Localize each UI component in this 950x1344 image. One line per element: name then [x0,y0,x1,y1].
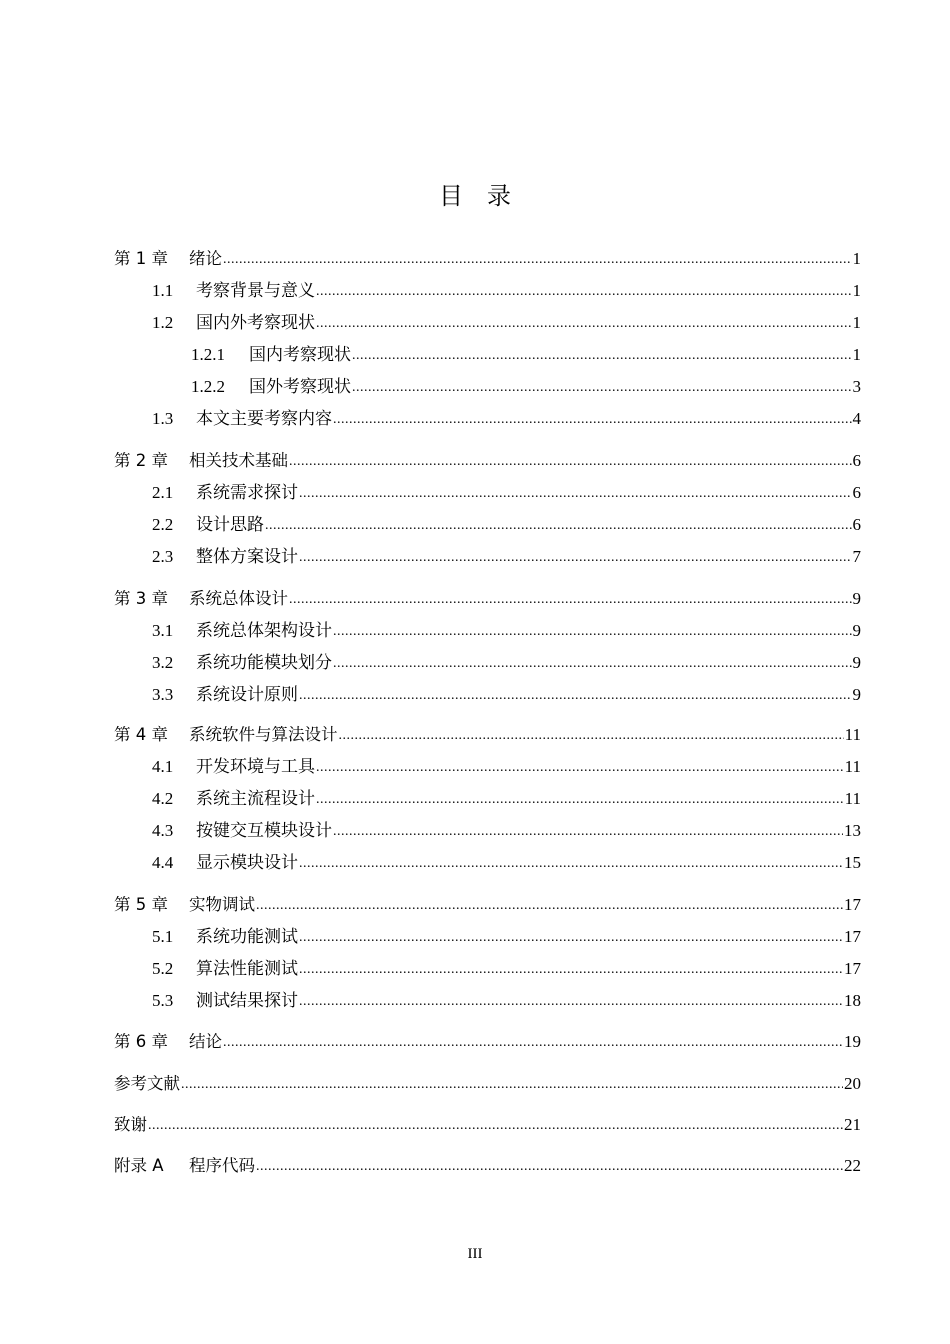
toc-dot-leader [223,1033,843,1053]
toc-entry[interactable] [114,924,861,948]
toc-entry-page: 1 [852,345,861,364]
toc-dot-leader [333,822,843,842]
toc-entry-page: 13 [844,821,861,840]
toc-entry-title: 显示模块设计 [196,853,298,872]
toc-entry-page: 7 [852,547,861,566]
page-title: 目 录 [439,182,511,210]
toc-entry-title: 开发环境与工具 [196,757,315,776]
toc-entry-page: 11 [844,725,861,744]
toc-entry-page: 1 [852,281,861,300]
toc-entry-title: 测试结果探讨 [196,991,298,1010]
toc-entry[interactable] [114,1153,861,1177]
toc-dot-leader [352,346,852,366]
toc-entry[interactable] [114,278,861,302]
toc-entry[interactable] [114,310,861,334]
toc-dot-leader [299,960,843,980]
toc-entry-title: 国外考察现状 [249,377,351,396]
toc-entry-number: 3.2 [152,653,174,672]
toc-entry-number: 附录 A [114,1156,164,1175]
toc-entry-title: 算法性能测试 [196,959,298,978]
toc-entry-number: 第 2 章 [114,451,168,470]
toc-entry[interactable] [114,1029,861,1053]
toc-entry[interactable] [114,754,861,778]
toc-entry-number: 4.4 [152,853,174,872]
toc-entry-page: 1 [852,313,861,332]
toc-entry-page: 3 [852,377,861,396]
toc-entry[interactable] [114,786,861,810]
toc-dot-leader [148,1116,843,1136]
toc-entry-number: 5.3 [152,991,174,1010]
toc-entry-page: 19 [844,1032,861,1051]
toc-entry-title: 系统软件与算法设计 [189,725,338,744]
toc-entry-page: 20 [844,1074,861,1093]
toc-entry-title: 绪论 [189,249,222,268]
toc-entry-page: 9 [852,685,861,704]
toc-entry[interactable] [114,406,861,430]
toc-entry-title: 参考文献 [114,1074,180,1093]
toc-entry[interactable] [114,544,861,568]
toc-entry-page: 6 [852,483,861,502]
toc-dot-leader [352,378,852,398]
toc-entry-page: 1 [852,249,861,268]
toc-dot-leader [316,790,844,810]
toc-entry-title: 系统功能模块划分 [196,653,332,672]
toc-entry-title: 程序代码 [189,1156,255,1175]
toc-entry-number: 5.2 [152,959,174,978]
toc-entry-number: 3.1 [152,621,174,640]
toc-entry-number: 1.2 [152,313,174,332]
toc-dot-leader [316,758,844,778]
toc-entry[interactable] [114,342,861,366]
toc-entry-title: 按键交互模块设计 [196,821,332,840]
toc-entry[interactable] [114,618,861,642]
toc-entry-number: 5.1 [152,927,174,946]
toc-entry[interactable] [114,512,861,536]
toc-dot-leader [265,516,852,536]
toc-dot-leader [316,314,852,334]
toc-dot-leader [299,928,843,948]
toc-dot-leader [316,282,852,302]
toc-entry[interactable] [114,850,861,874]
toc-dot-leader [333,654,852,674]
toc-entry-title: 系统功能测试 [196,927,298,946]
toc-entry-page: 11 [844,789,861,808]
toc-entry-number: 1.2.2 [191,377,225,396]
toc-entry-number: 第 1 章 [114,249,168,268]
toc-entry-number: 4.3 [152,821,174,840]
toc-entry-number: 第 4 章 [114,725,168,744]
toc-entry[interactable] [114,956,861,980]
toc-dot-leader [256,896,843,916]
toc-entry-title: 系统总体架构设计 [196,621,332,640]
toc-entry-page: 6 [852,515,861,534]
toc-entry-page: 18 [844,991,861,1010]
toc-dot-leader [299,992,843,1012]
toc-entry-title: 本文主要考察内容 [196,409,332,428]
toc-entry-number: 2.2 [152,515,174,534]
toc-entry-title: 结论 [189,1032,222,1051]
toc-entry-number: 4.1 [152,757,174,776]
toc-entry-number: 1.1 [152,281,174,300]
toc-entry[interactable] [114,892,861,916]
toc-entry[interactable] [114,722,861,746]
toc-entry-number: 第 5 章 [114,895,168,914]
toc-dot-leader [299,686,852,706]
toc-entry-page: 22 [844,1156,861,1175]
toc-entry-page: 21 [844,1115,861,1134]
toc-entry-title: 系统设计原则 [196,685,298,704]
toc-entry-title: 整体方案设计 [196,547,298,566]
toc-entry-number: 2.3 [152,547,174,566]
toc-entry[interactable] [114,246,861,270]
toc-dot-leader [299,854,843,874]
toc-entry-title: 实物调试 [189,895,255,914]
toc-entry[interactable] [114,448,861,472]
toc-entry-title: 设计思路 [196,515,264,534]
toc-entry-page: 11 [844,757,861,776]
toc-dot-leader [333,410,852,430]
toc-entry[interactable] [114,988,861,1012]
toc-dot-leader [289,590,852,610]
toc-entry[interactable] [114,650,861,674]
toc-entry-number: 3.3 [152,685,174,704]
toc-dot-leader [299,484,852,504]
toc-entry-number: 第 3 章 [114,589,168,608]
toc-entry-title: 国内外考察现状 [196,313,315,332]
toc-entry-title: 国内考察现状 [249,345,351,364]
toc-dot-leader [256,1157,843,1177]
toc-entry[interactable] [114,480,861,504]
toc-dot-leader [299,548,852,568]
toc-entry-page: 17 [844,895,861,914]
toc-entry[interactable] [114,818,861,842]
toc-entry-page: 17 [844,927,861,946]
toc-dot-leader [333,622,852,642]
toc-entry-page: 6 [852,451,861,470]
toc-entry-page: 9 [852,653,861,672]
toc-dot-leader [289,452,852,472]
toc-entry[interactable] [114,682,861,706]
toc-entry-number: 第 6 章 [114,1032,168,1051]
toc-dot-leader [339,726,844,746]
toc-dot-leader [181,1075,843,1095]
toc-entry-page: 17 [844,959,861,978]
toc-entry-title: 致谢 [114,1115,147,1134]
toc-entry-number: 1.3 [152,409,174,428]
toc-entry-number: 2.1 [152,483,174,502]
page-number-footer: III [467,1246,483,1262]
toc-entry-title: 考察背景与意义 [196,281,315,300]
toc-entry-page: 4 [852,409,861,428]
toc-dot-leader [223,250,852,270]
toc-entry[interactable] [114,374,861,398]
toc-entry-title: 系统主流程设计 [196,789,315,808]
toc-entry-number: 4.2 [152,789,174,808]
toc-entry-page: 9 [852,621,861,640]
toc-entry-number: 1.2.1 [191,345,225,364]
toc-entry[interactable] [114,586,861,610]
toc-entry-page: 15 [844,853,861,872]
toc-entry-title: 系统需求探讨 [196,483,298,502]
toc-entry[interactable] [114,1071,861,1095]
toc-entry-title: 系统总体设计 [189,589,288,608]
toc-entry[interactable] [114,1112,861,1136]
toc-entry-title: 相关技术基础 [189,451,288,470]
toc-entry-page: 9 [852,589,861,608]
